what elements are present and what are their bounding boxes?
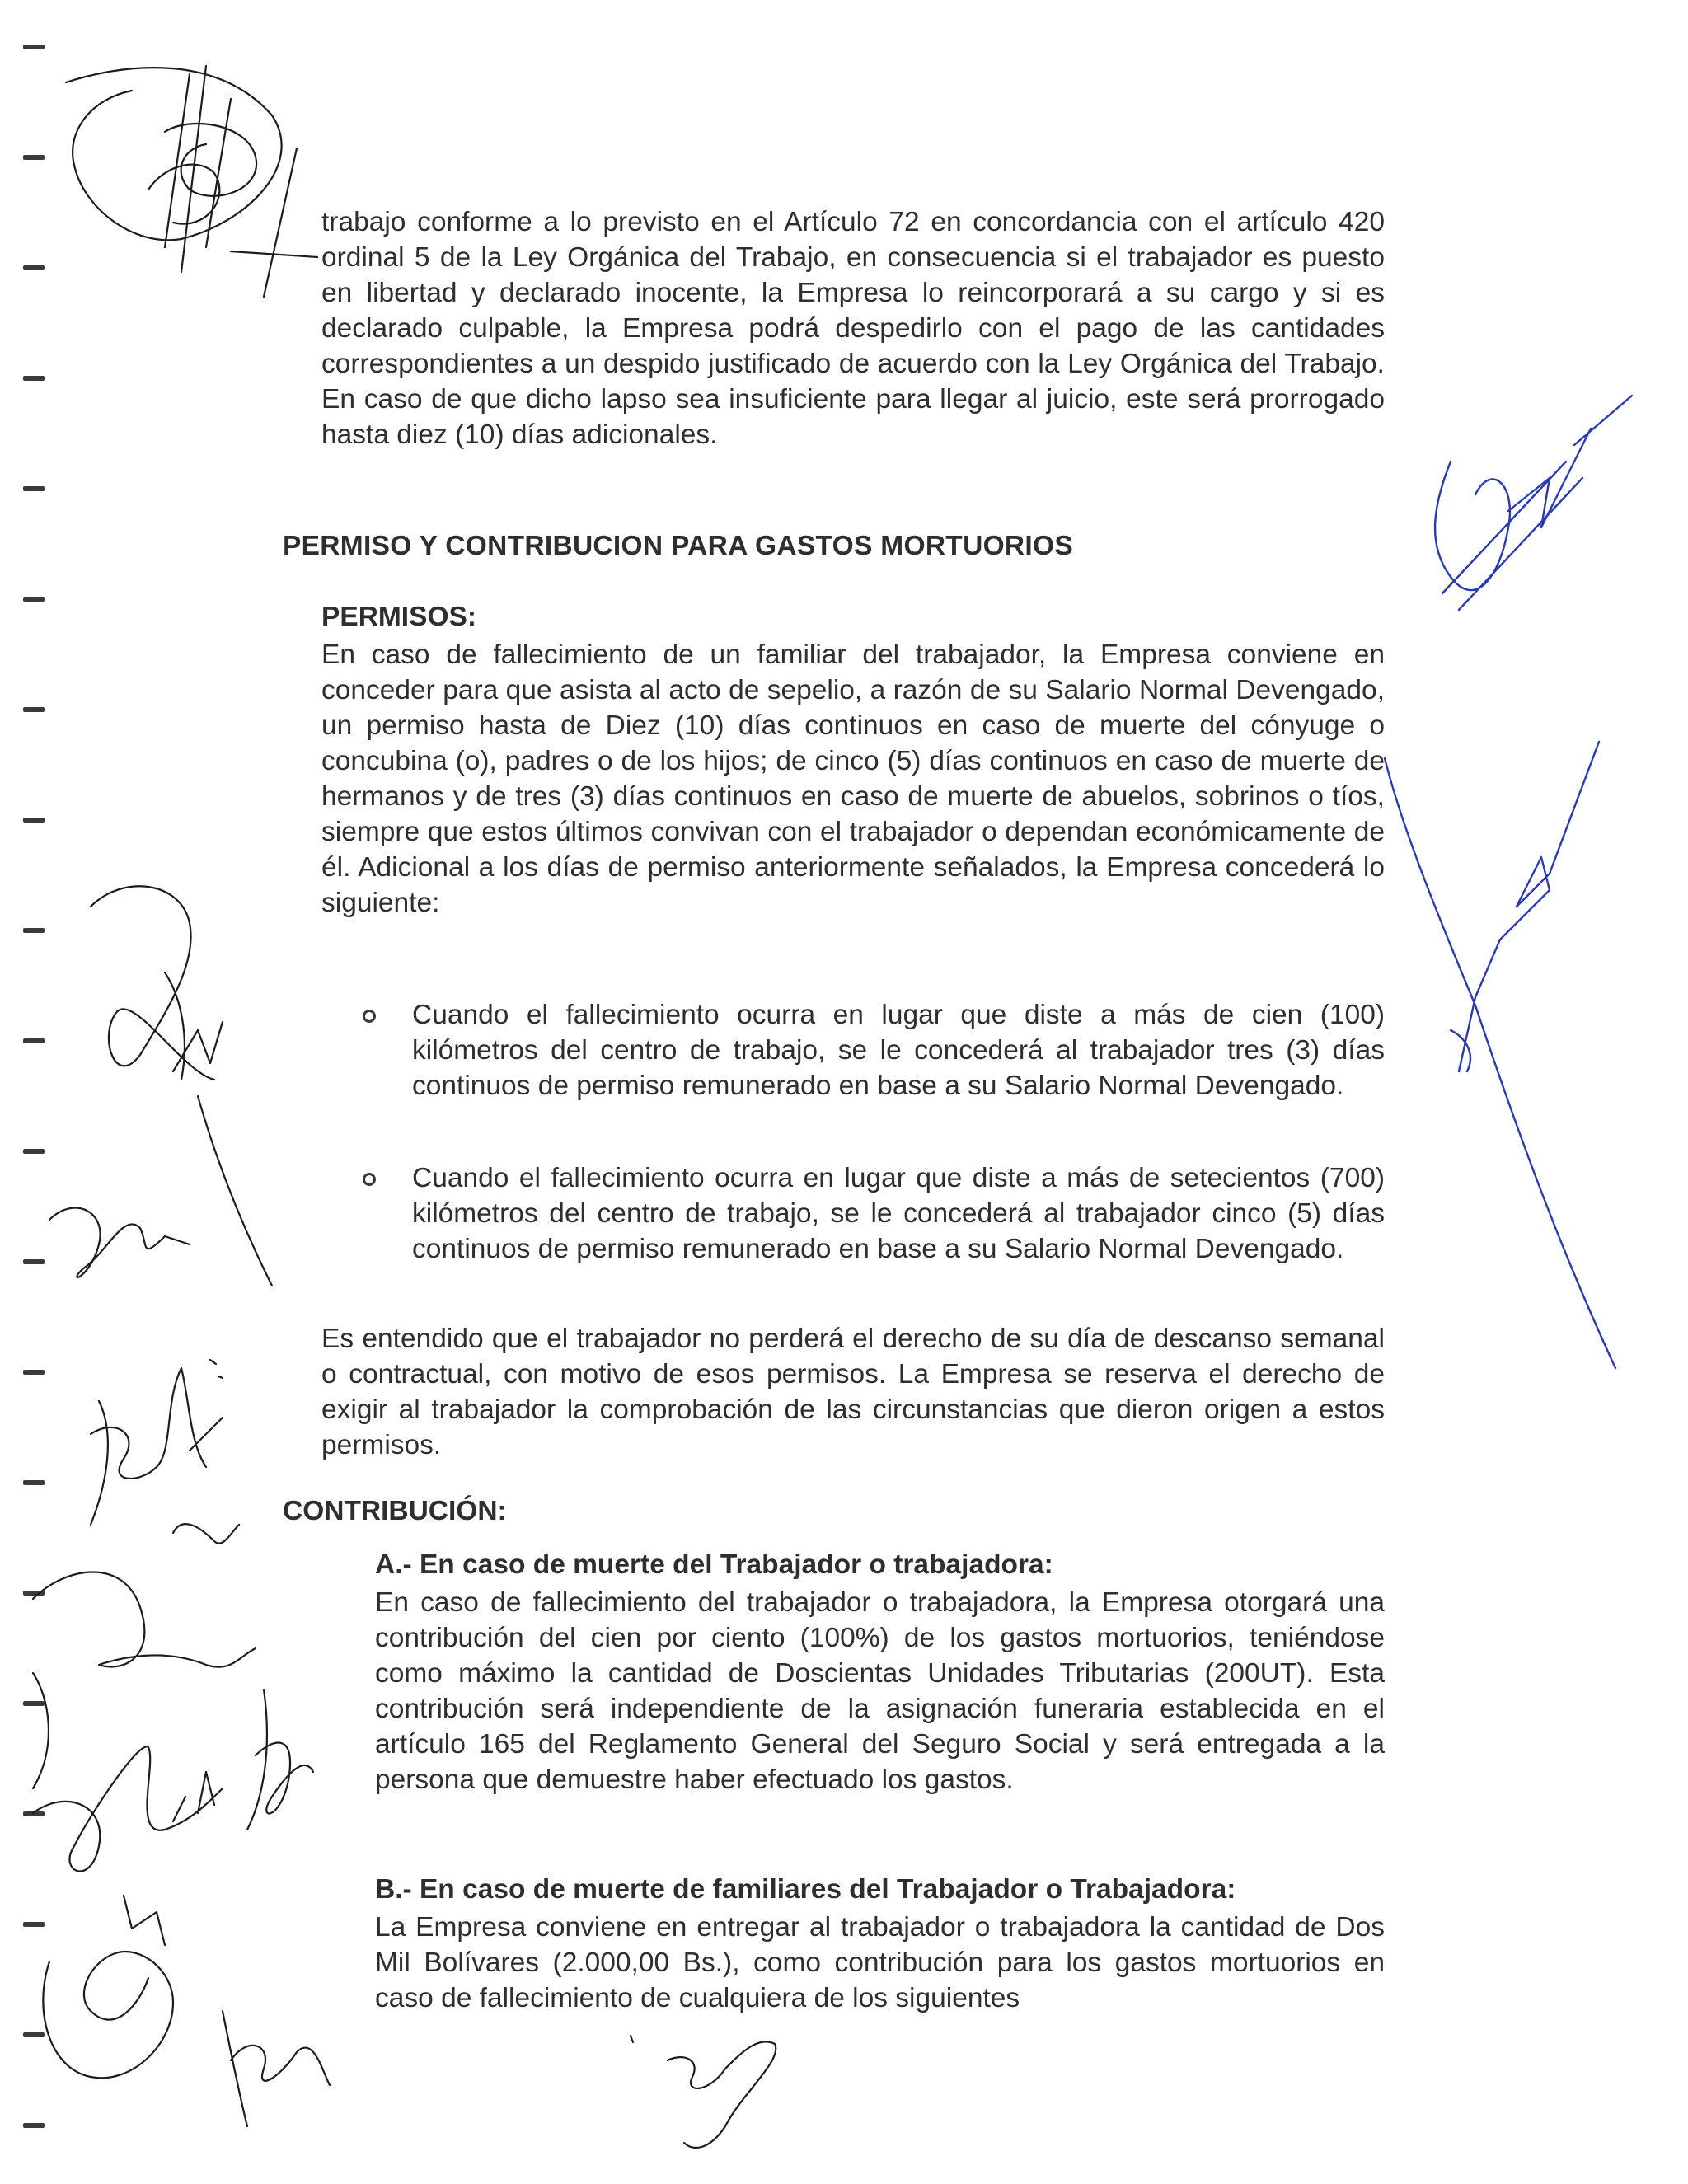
binding-mark: [23, 1811, 45, 1816]
signature-left-5: [33, 1746, 223, 1871]
binding-mark: [23, 1370, 45, 1375]
signature-left-3: [91, 1360, 239, 1544]
signature-right-blue-large: [1385, 742, 1615, 1368]
bullet-text: Cuando el fallecimiento ocurra en lugar que diste a más de setecientos (700) kilómetros del centro de trabajo, se le concederá al trabajador cinco (5) días continuos de permiso remunerado en base a su Salario Normal Devengado.: [412, 1163, 1385, 1264]
intro-text: trabajo conforme a lo previsto en el Artículo 72 en concordancia con el artículo 420 ordinal 5 de la Ley Orgánica del Trabajo, en consecuencia si el trabajador es puesto en libertad y declarado inocente, la Empresa lo reincorporará a su cargo y si es declarado culpable, la Empresa podrá despedirlo con el pago de las cantidades correspondientes a un despido justificado de acuerdo con la Ley Orgánica del Trabajo. En caso de que dicho lapso sea insuficiente para llegar al juicio, este será prorrogado hasta diez (10) días adicionales.: [321, 207, 1385, 450]
closing-text: Es entendido que el trabajador no perderá el derecho de su día de descanso semanal o contractual, con motivo de esos permisos. La Empresa se reserva el derecho de exigir al trabajador la comprobación de las circunstancias que dieron origen a estos permisos.: [321, 1324, 1385, 1460]
binding-mark: [23, 486, 45, 491]
binding-mark: [23, 1149, 45, 1154]
contribucion-heading: CONTRIBUCIÓN:: [283, 1496, 507, 1526]
bullet-item-700km: [412, 1160, 1385, 1267]
section-title: PERMISO Y CONTRIBUCION PARA GASTOS MORTUORIOS: [283, 531, 1074, 561]
bullet-item-100km: [412, 997, 1385, 1104]
binding-mark: [23, 928, 45, 933]
signature-left-6: [247, 1690, 313, 1830]
binding-marks: [23, 33, 48, 2159]
permisos-closing: [321, 1321, 1385, 1463]
section-a-title: A.- En caso de muerte del Trabajador o trabajadora:: [375, 1549, 1053, 1580]
bullet-text: Cuando el fallecimiento ocurra en lugar que diste a más de cien (100) kilómetros del centro de trabajo, se le concederá al trabajador tres (3) días continuos de permiso remunerado en base a su Salario Normal Devengado.: [412, 1000, 1385, 1101]
permisos-paragraph: [321, 637, 1385, 921]
bullet-icon: [363, 1010, 376, 1023]
binding-mark: [23, 45, 45, 49]
signature-bottom-center: [223, 2011, 330, 2126]
binding-mark: [23, 1038, 45, 1043]
bullet-icon: [363, 1173, 376, 1186]
binding-mark: [23, 1922, 45, 1927]
section-b-text: La Empresa conviene en entregar al trabajador o trabajadora la cantidad de Dos Mil Bolívares (2.000,00 Bs.), como contribución para los gastos mortuorios en caso de fallecimiento de cualquiera de los siguientes: [375, 1912, 1385, 2013]
binding-mark: [23, 1701, 45, 1706]
section-a-text: En caso de fallecimiento del trabajador o trabajadora, la Empresa otorgará una contribución del cien por ciento (100%) de los gastos mortuorios, teniéndose como máximo la cantidad de Doscientas Unidades Tributarias (200UT). Esta contribución será independiente de la asignación funeraria establecida en el artículo 165 del Reglamento General del Seguro Social y será entregada a la persona que demuestre haber efectuado los gastos.: [375, 1587, 1385, 1795]
signature-top-left: [66, 66, 317, 297]
permisos-text: En caso de fallecimiento de un familiar del trabajador, la Empresa conviene en conceder para que asista al acto de sepelio, a razón de su Salario Normal Devengado, un permiso hasta de Diez (10) días continuos en caso de muerte del cónyuge o concubina (o), padres o de los hijos; de cinco (5) días continuos en caso de muerte de hermanos y de tres (3) días continuos en caso de muerte de abuelos, sobrinos o tíos, siempre que estos últimos convivan con el trabajador o dependan económicamente de él. Adicional a los días de permiso anteriormente señalados, la Empresa concederá lo siguiente:: [321, 640, 1385, 918]
section-a-paragraph: [375, 1585, 1385, 1797]
binding-mark: [23, 818, 45, 823]
initials-bottom: [631, 2036, 776, 2148]
binding-mark: [23, 1591, 45, 1596]
binding-mark: [23, 155, 45, 160]
section-b-title: B.- En caso de muerte de familiares del Trabajador o Trabajadora:: [375, 1874, 1236, 1905]
permisos-heading: PERMISOS:: [321, 602, 476, 632]
signature-left-7: [43, 1896, 173, 2078]
binding-mark: [23, 1259, 45, 1264]
binding-mark: [23, 707, 45, 712]
binding-mark: [23, 1480, 45, 1485]
binding-mark: [23, 2123, 45, 2128]
binding-mark: [23, 2032, 45, 2037]
signature-left-2: [49, 1208, 190, 1277]
intro-paragraph: [321, 204, 1385, 452]
binding-mark: [23, 265, 45, 270]
binding-mark: [23, 376, 45, 381]
signature-left-1: [91, 886, 272, 1286]
signature-right-blue-small: [1435, 396, 1632, 610]
binding-mark: [23, 597, 45, 602]
signature-left-4: [33, 1572, 256, 1789]
section-b-paragraph: [375, 1910, 1385, 2016]
